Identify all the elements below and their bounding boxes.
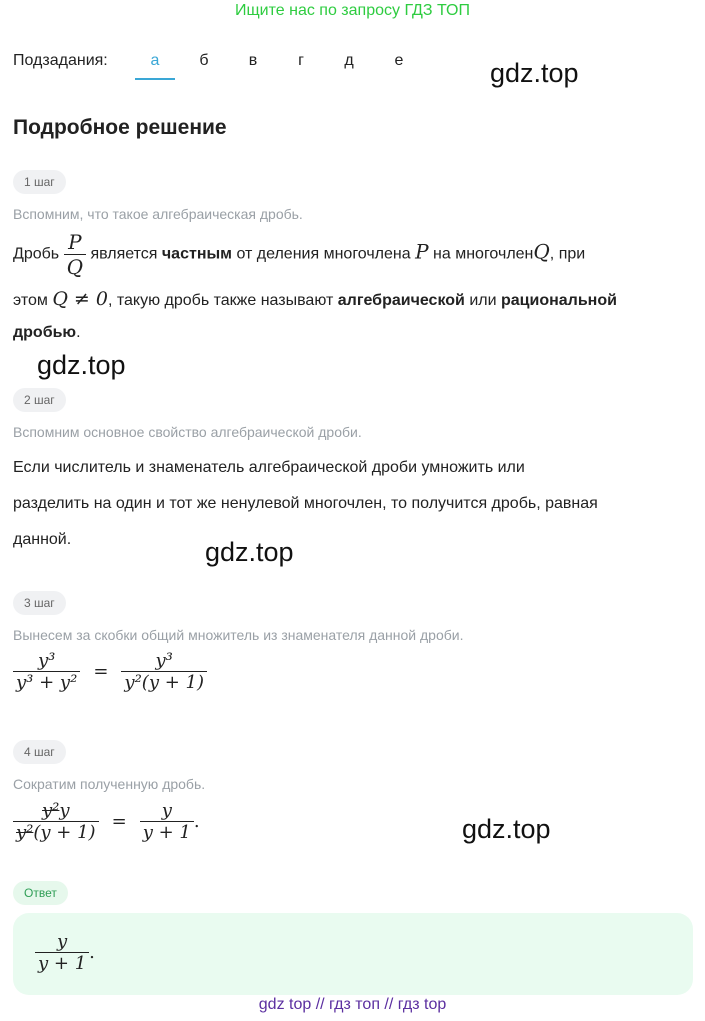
condition: Q ≠ 0 bbox=[52, 288, 108, 310]
step-2-line-2: разделить на один и тот же ненулевой многочлен, то получится дробь, равная bbox=[13, 495, 598, 512]
rhs-fraction bbox=[121, 650, 207, 693]
equals-sign: = bbox=[111, 811, 127, 832]
fraction-denominator: y²(y + 1) bbox=[121, 671, 207, 693]
fraction-denominator: y³ + y² bbox=[13, 671, 80, 693]
tab-d[interactable]: д bbox=[344, 52, 354, 69]
step-1-line-2 bbox=[13, 288, 617, 310]
variable: Q bbox=[533, 239, 550, 264]
fraction-denominator bbox=[13, 821, 99, 843]
lhs-fraction bbox=[13, 650, 80, 693]
text: этом bbox=[13, 292, 48, 309]
footer-links: gdz top // гдз топ // гдз top bbox=[258, 996, 447, 1013]
period: . bbox=[89, 942, 95, 963]
text: является bbox=[90, 245, 158, 263]
cancelled-term: y² bbox=[16, 822, 34, 843]
step-4-equation bbox=[13, 800, 200, 843]
text: , при bbox=[549, 245, 586, 263]
bold-term: дробью bbox=[13, 324, 77, 341]
step-1-hint: Вспомним, что такое алгебраическая дробь. bbox=[13, 206, 303, 222]
section-title: Подробное решение bbox=[13, 116, 227, 139]
step-1-line-3 bbox=[13, 324, 81, 342]
bold-term: частным bbox=[161, 245, 232, 263]
watermark: gdz.top bbox=[490, 58, 579, 88]
text: Дробь bbox=[13, 245, 60, 263]
step-4-badge: 4 шаг bbox=[13, 740, 66, 764]
step-2-line-3: данной. bbox=[13, 531, 72, 548]
answer-equation bbox=[35, 931, 95, 974]
answer-box bbox=[13, 913, 693, 995]
text: на многочлен bbox=[433, 245, 534, 263]
text: , такую дробь также называют bbox=[107, 292, 334, 309]
fraction-p-over-q bbox=[64, 230, 86, 279]
term: y bbox=[59, 800, 70, 821]
tab-v[interactable]: в bbox=[248, 52, 258, 69]
step-1-line-1 bbox=[13, 230, 585, 279]
tab-e[interactable]: е bbox=[394, 52, 404, 69]
answer-badge: Ответ bbox=[13, 881, 68, 905]
tab-g[interactable]: г bbox=[298, 52, 304, 69]
step-2-badge: 2 шаг bbox=[13, 388, 66, 412]
cancelled-term: y² bbox=[42, 800, 60, 821]
text: . bbox=[76, 324, 81, 341]
fraction-numerator bbox=[13, 800, 99, 821]
search-banner: Ищите нас по запросу ГДЗ ТОП bbox=[235, 2, 470, 19]
fraction-numerator: P bbox=[68, 230, 82, 254]
watermark: gdz.top bbox=[37, 350, 126, 380]
step-3-hint: Вынесем за скобки общий множитель из знаменателя данной дроби. bbox=[13, 627, 464, 643]
fraction-denominator: Q bbox=[64, 254, 86, 279]
watermark: gdz.top bbox=[205, 537, 294, 567]
subtasks-label: Подзадания: bbox=[13, 52, 108, 69]
period: . bbox=[193, 811, 200, 832]
lhs-fraction bbox=[13, 800, 99, 843]
step-3-badge: 3 шаг bbox=[13, 591, 66, 615]
fraction-numerator: y³ bbox=[37, 650, 56, 671]
answer-fraction bbox=[35, 931, 89, 974]
rhs-fraction bbox=[140, 800, 194, 843]
text: или bbox=[469, 292, 497, 309]
fraction-numerator: y bbox=[161, 800, 172, 821]
step-2-line-1: Если числитель и знаменатель алгебраической дроби умножить или bbox=[13, 459, 525, 476]
equals-sign: = bbox=[93, 661, 109, 682]
fraction-numerator: y³ bbox=[155, 650, 173, 671]
fraction-numerator: y bbox=[56, 931, 68, 952]
step-3-equation bbox=[13, 650, 207, 693]
tab-a[interactable]: а bbox=[135, 52, 175, 70]
text: от деления многочлена bbox=[236, 245, 411, 263]
bold-term: рациональной bbox=[500, 292, 617, 309]
step-1-badge: 1 шаг bbox=[13, 170, 66, 194]
fraction-denominator: y + 1 bbox=[35, 952, 89, 974]
fraction-denominator: y + 1 bbox=[140, 821, 194, 843]
term: (y + 1) bbox=[33, 822, 96, 843]
step-2-hint: Вспомним основное свойство алгебраической дроби. bbox=[13, 424, 362, 440]
step-4-hint: Сократим полученную дробь. bbox=[13, 776, 206, 792]
variable: P bbox=[415, 239, 429, 264]
bold-term: алгебраической bbox=[337, 292, 465, 309]
tab-b[interactable]: б bbox=[199, 52, 209, 69]
watermark: gdz.top bbox=[462, 814, 551, 844]
